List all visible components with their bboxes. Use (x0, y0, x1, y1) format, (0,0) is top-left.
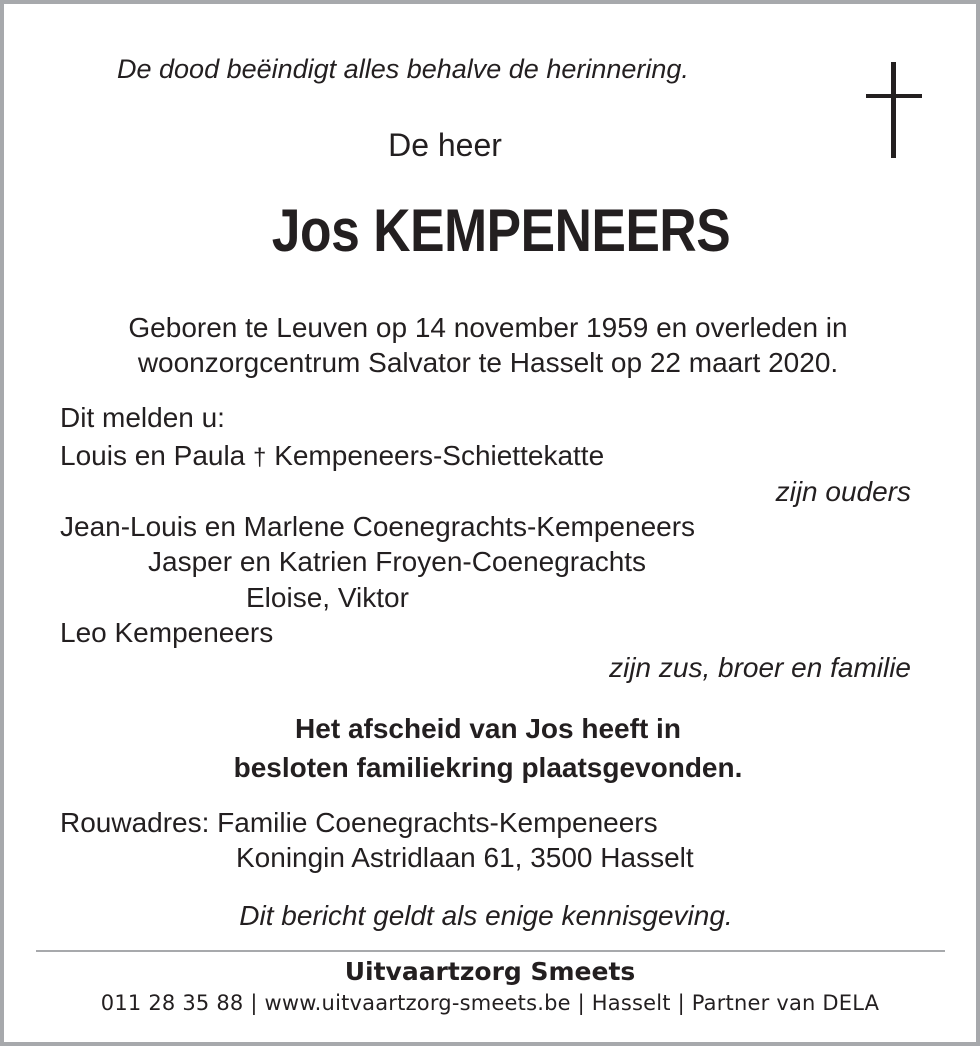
farewell-line-1: Het afscheid van Jos heeft in (295, 713, 681, 744)
brother-line: Leo Kempeneers (60, 617, 274, 648)
mourning-address-label: Rouwadres: Familie Coenegrachts-Kempeneers (60, 807, 658, 838)
opening-quote: De dood beëindigt alles behalve de herinnering. (117, 54, 689, 84)
funeral-company-contact: 011 28 35 88 | www.uitvaartzorg-smeets.be | Hasselt | Partner van DELA (100, 991, 880, 1015)
parents-line (60, 438, 604, 475)
funeral-company-name: Uitvaartzorg Smeets (344, 957, 636, 986)
deceased-cross-icon: † (253, 444, 267, 471)
honorific: De heer (388, 127, 502, 163)
birth-line-1: Geboren te Leuven op 14 november 1959 en overleden in (128, 312, 848, 343)
birth-line-2: woonzorgcentrum Salvator te Hasselt op 22 maart 2020. (137, 347, 839, 378)
closing-note: Dit bericht geldt als enige kennisgeving. (239, 900, 733, 931)
farewell-notice (0, 709, 976, 787)
parents-role: zijn ouders (775, 476, 911, 507)
parents-names: Louis en Paula (60, 440, 246, 471)
parents-surname: Kempeneers-Schiettekatte (274, 440, 605, 471)
grandchildren-line: Eloise, Viktor (246, 582, 409, 613)
birth-death-info (0, 310, 976, 380)
siblings-role: zijn zus, broer en familie (609, 652, 911, 683)
footer-divider (36, 950, 945, 952)
sister-line: Jean-Louis en Marlene Coenegrachts-Kempeneers (60, 511, 696, 542)
farewell-line-2: besloten familiekring plaatsgevonden. (233, 752, 743, 783)
announcement-intro: Dit melden u: (60, 402, 225, 433)
mourning-address-street: Koningin Astridlaan 61, 3500 Hasselt (236, 842, 694, 873)
deceased-name: Jos KEMPENEERS (271, 197, 731, 264)
niece-line: Jasper en Katrien Froyen-Coenegrachts (148, 546, 647, 577)
